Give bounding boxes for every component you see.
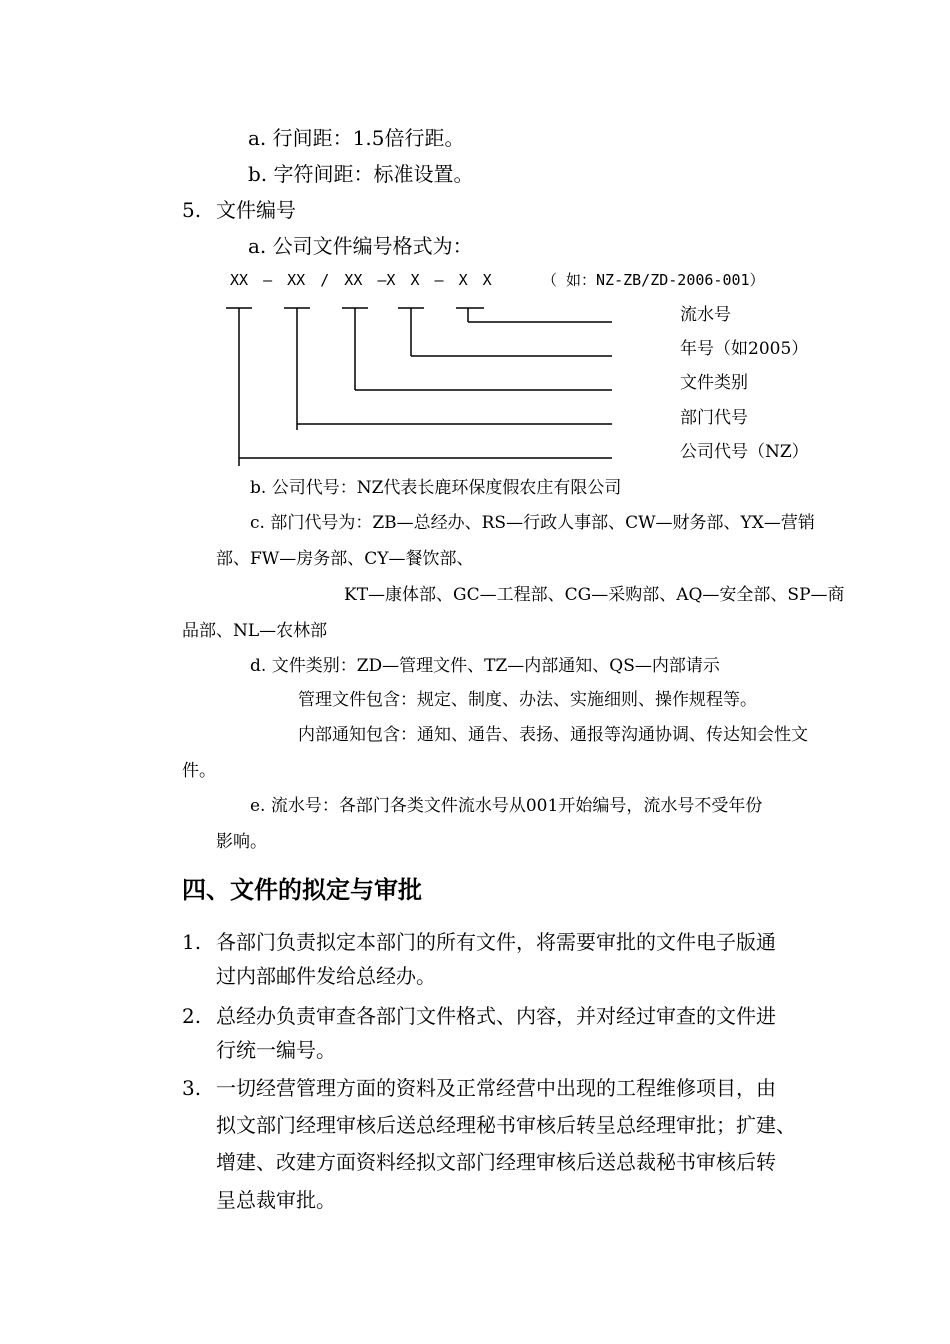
label-company: 公司代号（NZ） [680,442,809,462]
list-item-number: 1. [182,930,202,954]
label-dept: 部门代号 [680,408,748,428]
char-spacing-text: b. 字符间距：标准设置。 [248,162,474,186]
format-code: XX — XX / XX —X X — X X [230,271,492,289]
format-example: （ 如：NZ-ZB/ZD-2006-001） [542,271,765,289]
list-item-number: 3. [182,1076,202,1100]
list-item-line: 一切经营管理方面的资料及正常经营中出现的工程维修项目，由 [216,1076,776,1100]
item-number: 5. [182,198,202,222]
label-type: 文件类别 [680,373,748,393]
item-title: 文件编号 [216,198,296,222]
format-intro: a. 公司文件编号格式为： [248,234,473,258]
list-item-line: 呈总裁审批。 [216,1188,336,1212]
company-code-text: b. 公司代号：NZ代表长鹿环保度假农庄有限公司 [250,478,622,498]
list-item-line: 拟文部门经理审核后送总经理秘书审核后转呈总经理审批；扩建、 [216,1113,796,1137]
doc-type-line2: 管理文件包含：规定、制度、办法、实施细则、操作规程等。 [298,690,757,710]
dept-code-line1: c. 部门代号为：ZB—总经办、RS—行政人事部、CW—财务部、YX—营销 [250,513,815,533]
label-year: 年号（如2005） [680,339,809,359]
section-heading: 四、文件的拟定与审批 [182,875,422,904]
serial-line2: 影响。 [216,832,267,852]
list-item-line: 各部门负责拟定本部门的所有文件，将需要审批的文件电子版通 [216,930,776,954]
list-item-line: 总经办负责审查各部门文件格式、内容，并对经过审查的文件进 [216,1004,776,1028]
doc-type-line3: 内部通知包含：通知、通告、表扬、通报等沟通协调、传达知会性文 [298,725,808,745]
dept-code-line2: 部、FW—房务部、CY—餐饮部、 [216,549,474,569]
list-item-number: 2. [182,1004,202,1028]
line-spacing-text: a. 行间距：1.5倍行距。 [248,126,465,150]
dept-code-line3: KT—康体部、GC—工程部、CG—采购部、AQ—安全部、SP—商 [344,585,845,605]
doc-type-line4: 件。 [182,761,216,781]
doc-type-line1: d. 文件类别：ZD—管理文件、TZ—内部通知、QS—内部请示 [250,656,720,676]
serial-line1: e. 流水号：各部门各类文件流水号从001开始编号，流水号不受年份 [250,796,763,816]
list-item-line: 行统一编号。 [216,1038,336,1062]
list-item-line: 增建、改建方面资料经拟文部门经理审核后送总裁秘书审核后转 [216,1150,776,1174]
dept-code-line4: 品部、NL—农林部 [182,621,328,641]
label-serial: 流水号 [680,305,731,325]
list-item-line: 过内部邮件发给总经办。 [216,964,436,988]
